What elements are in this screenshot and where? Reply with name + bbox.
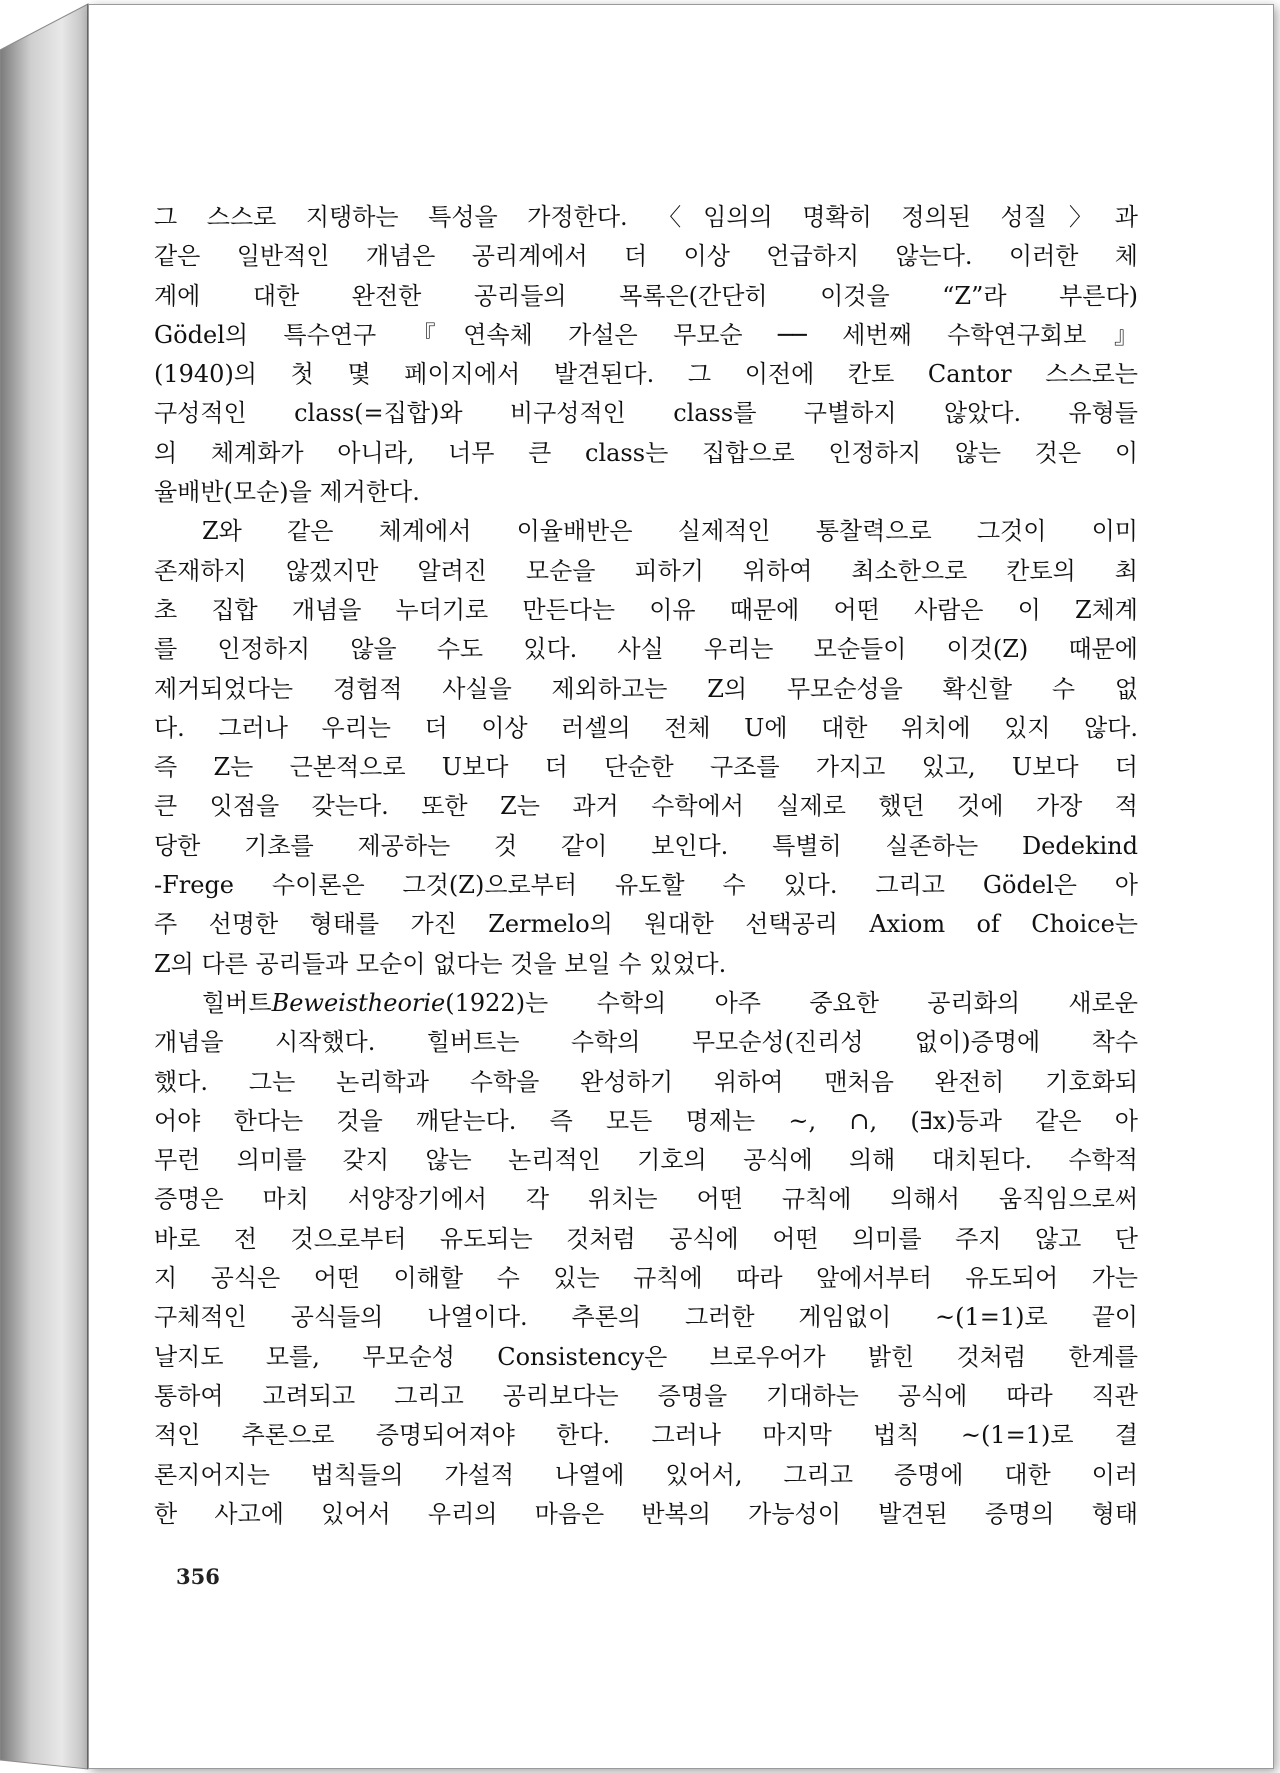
text-line: Z와 같은 체계에서 이율배반은 실제적인 통찰력으로 그것이 이미 (202, 517, 1138, 546)
text-line: 당한 기초를 제공하는 것 같이 보인다. 특별히 실존하는 Dedekind (154, 831, 1138, 860)
text-line: 론지어지는 법칙들의 가설적 나열에 있어서, 그리고 증명에 대한 이러 (154, 1460, 1138, 1489)
text-line: 날지도 모를, 무모순성 Consistency은 브로우어가 밝힌 것처럼 한계를 (154, 1342, 1138, 1371)
text-line: (1940)의 첫 몇 페이지에서 발견된다. 그 이전에 칸토 Cantor 스스로는 (154, 360, 1138, 389)
text-line: 율배반(모순)을 제거한다. (154, 478, 420, 507)
text-line: Z의 다른 공리들과 모순이 없다는 것을 보일 수 있었다. (154, 949, 727, 978)
italic-title: Beweistheorie (271, 988, 446, 1017)
text-line: 통하여 고려되고 그리고 공리보다는 증명을 기대하는 공식에 따라 직관 (154, 1381, 1138, 1410)
text-line: -Frege 수이론은 그것(Z)으로부터 유도할 수 있다. 그리고 Gödel은 아 (154, 871, 1138, 900)
text-line: 의 체계화가 아니라, 너무 큰 class는 집합으로 인정하지 않는 것은 이 (154, 438, 1138, 467)
text-fragment: 힐버트 (202, 988, 272, 1017)
text-line: 적인 추론으로 증명되어져야 한다. 그러나 마지막 법칙 ~(1=1)로 결 (154, 1421, 1138, 1450)
text-line: 제거되었다는 경험적 사실을 제외하고는 Z의 무모순성을 확신할 수 없 (154, 674, 1138, 703)
text-line: 무런 의미를 갖지 않는 논리적인 기호의 공식에 의해 대치된다. 수학적 (154, 1146, 1138, 1175)
text-line: 개념을 시작했다. 힐버트는 수학의 무모순성(진리성 없이)증명에 착수 (154, 1028, 1138, 1057)
text-line (154, 984, 1138, 1023)
text-line: 같은 일반적인 개념은 공리계에서 더 이상 언급하지 않는다. 이러한 체 (154, 242, 1138, 271)
text-line: 증명은 마치 서양장기에서 각 위치는 어떤 규칙에 의해서 움직임으로써 (154, 1185, 1138, 1214)
body-text (154, 198, 1138, 1534)
page-number: 356 (176, 1564, 220, 1589)
text-line: 존재하지 않겠지만 알려진 모순을 피하기 위하여 최소한으로 칸토의 최 (154, 556, 1138, 585)
text-line: 즉 Z는 근본적으로 U보다 더 단순한 구조를 가지고 있고, U보다 더 (154, 753, 1138, 782)
text-line: 했다. 그는 논리학과 수학을 완성하기 위하여 맨처음 완전히 기호화되 (154, 1067, 1138, 1096)
text-line: Gödel의 특수연구 『연속체 가설은 무모순 ── 세번째 수학연구회보』 (154, 320, 1138, 349)
text-line: 한 사고에 있어서 우리의 마음은 반복의 가능성이 발견된 증명의 형태 (154, 1499, 1138, 1528)
text-line: 주 선명한 형태를 가진 Zermelo의 원대한 선택공리 Axiom of Choice는 (154, 910, 1138, 939)
text-fragment: (1922)는 수학의 아주 중요한 공리화의 새로운 (445, 988, 1138, 1017)
text-line: 지 공식은 어떤 이해할 수 있는 규칙에 따라 앞에서부터 유도되어 가는 (154, 1264, 1138, 1293)
text-line: 계에 대한 완전한 공리들의 목록은(간단히 이것을 “Z”라 부른다) (154, 281, 1138, 310)
text-line: 바로 전 것으로부터 유도되는 것처럼 공식에 어떤 의미를 주지 않고 단 (154, 1224, 1138, 1253)
text-line: 구성적인 class(=집합)와 비구성적인 class를 구별하지 않았다. 유형들 (154, 399, 1138, 428)
book-spine (0, 0, 92, 1773)
text-line: 다. 그러나 우리는 더 이상 러셀의 전체 U에 대한 위치에 있지 않다. (154, 713, 1138, 742)
text-line: 구체적인 공식들의 나열이다. 추론의 그러한 게임없이 ~(1=1)로 끝이 (154, 1303, 1138, 1332)
text-line: 를 인정하지 않을 수도 있다. 사실 우리는 모순들이 이것(Z) 때문에 (154, 635, 1138, 664)
text-line: 초 집합 개념을 누더기로 만든다는 이유 때문에 어떤 사람은 이 Z체계 (154, 595, 1138, 624)
text-line: 그 스스로 지탱하는 특성을 가정한다. 〈임의의 명확히 정의된 성질〉과 (154, 203, 1138, 231)
text-line: 어야 한다는 것을 깨닫는다. 즉 모든 명제는 ~, ∩, (∃x)등과 같은 아 (154, 1106, 1138, 1135)
text-line: 큰 잇점을 갖는다. 또한 Z는 과거 수학에서 실제로 했던 것에 가장 적 (154, 792, 1138, 821)
